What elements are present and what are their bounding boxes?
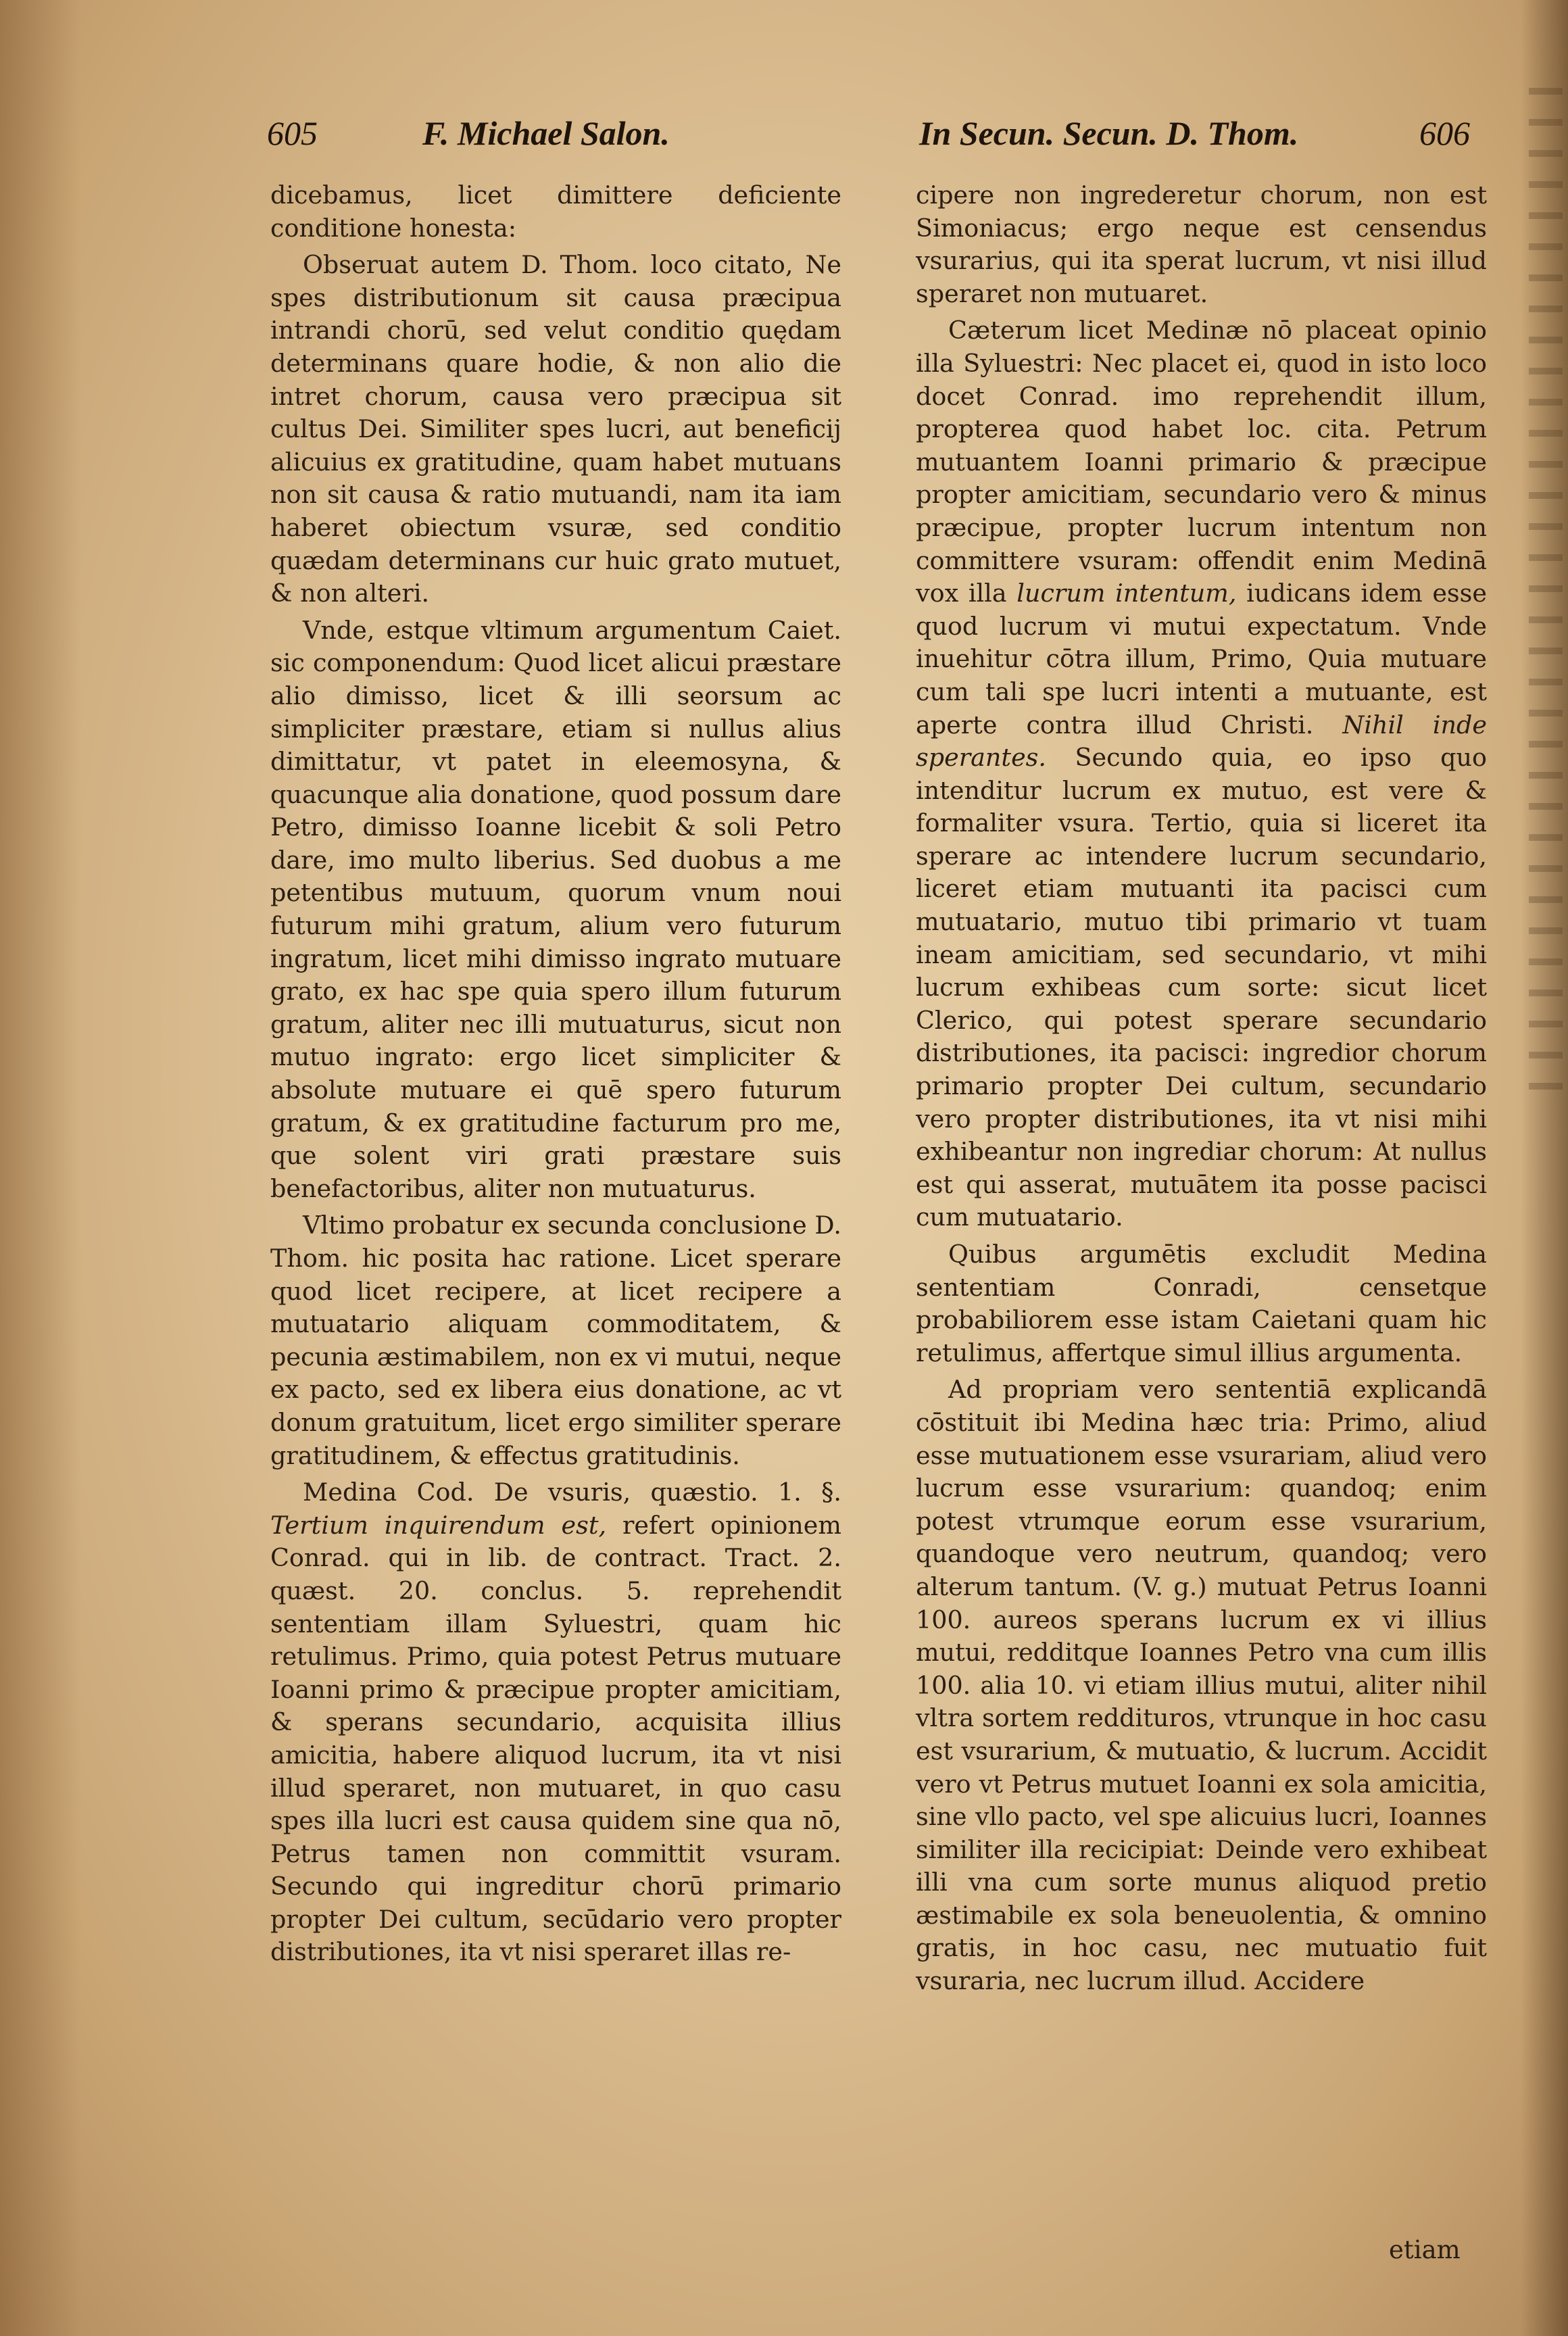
paragraph: Obseruat autem D. Thom. loco citato, Ne spes distributionum sit causa præcipua intrandi chorū, sed velut conditio quędam determinans quare hodie, & non alio die intret chorum, causa vero præcipua sit cultus Dei. Similiter spes lucri, aut beneficij alicuius ex gratitudine, quam habet mutuans non sit causa & ratio mutuandi, nam ita iam haberet obiectum vsuræ, sed conditio quædam determinans cur huic grato mutuet, & non alteri. (270, 250, 841, 608)
paragraph: Ad propriam vero sententiā explicandā cōstituit ibi Medina hæc tria: Primo, aliud esse mutuationem esse vsurariam, aliud vero lucrum esse vsurarium: quandoq; enim potest vtrumque eorum esse vsurarium, quandoque vero neutrum, quandoq; vero alterum tantum. (V. g.) mutuat Petrus Ioanni 100. aureos sperans lucrum ex vi illius mutui, redditque Ioannes Petro vna cum illis 100. alia 10. vi etiam illius mutui, aliter nihil vltra sortem reddituros, vtrunque in hoc casu est vsurarium, & mutuatio, & lucrum. Accidit vero vt Petrus mutuet Ioanni ex sola amicitia, sine vllo pacto, vel spe alicuius lucri, Ioannes similiter illa recicipiat: Deinde vero exhibeat illi vna cum sorte munus aliquod pretio æstimabile ex sola beneuolentia, & omnino gratis, in hoc casu, nec mutuatio fuit vsuraria, nec lucrum illud. Accidere (916, 1375, 1487, 1996)
catchword: etiam (1389, 2235, 1461, 2264)
paragraph: dicebamus, licet dimittere deficiente conditione honesta: (270, 180, 841, 243)
paragraph: Quibus argumētis excludit Medina sententiam Conradi, censetque probabiliorem esse istam Caietani quam hic retulimus, affertque simul illius argumenta. (916, 1240, 1487, 1367)
paragraph-text: Secundo quia, eo ipso quo intenditur lucrum ex mutuo, est vere & formaliter vsura. Tertio, quia si liceret ita sperare ac intendere lucrum secundario, liceret etiam mutuanti ita pacisci cum mutuatario, mutuo tibi primario vt tuam ineam amicitiam, sed secundario, vt mihi lucrum exhibeas cum sorte: sicut licet Clerico, qui potest sperare secundario distributiones, ita pacisci: ingredior chorum primario propter Dei cultum, secundario vero propter distributiones, ita vt nisi mihi exhibeantur non ingrediar chorum: At nullus est qui asserat, mutuātem ita posse pacisci cum mutuatario. (916, 743, 1487, 1232)
italic-quote: lucrum intentum, (1016, 579, 1237, 608)
paragraph-text: Cæterum licet Medinæ nō placeat opinio illa Syluestri: Nec placet ei, quod in isto loco docet Conrad. imo reprehendit illum, propterea quod habet loc. cita. Petrum mutuantem Ioanni primario & præcipue propter amicitiam, secundario vero & minus præcipue, propter lucrum intentum non committere vsuram: offendit enim Medinā vox illa (916, 316, 1487, 608)
paragraph (916, 314, 1487, 1234)
paragraph: cipere non ingrederetur chorum, non est Simoniacus; ergo neque est censendus vsurarius, qui ita sperat lucrum, vt nisi illud speraret non mutuaret. (916, 180, 1487, 308)
paragraph-text: refert opinionem Conrad. qui in lib. de contract. Tract. 2. quæst. 20. conclus. 5. reprehendit sententiam illam Syluestri, quam hic retulimus. Primo, quia potest Petrus mutuare Ioanni primo & præcipue propter amicitiam, & sperans secundario, acquisita illius amicitia, habere aliquod lucrum, ita vt nisi illud speraret, non mutuaret, in quo casu spes illa lucri est causa quidem sine qua nō, Petrus tamen non committit vsuram. Secundo qui ingreditur chorū primario propter Dei cultum, secūdario vero propter distributiones, ita vt nisi speraret illas re- (270, 1510, 842, 1967)
paragraph: Vnde, estque vltimum argumentum Caiet. sic componendum: Quod licet alicui præstare alio dimisso, licet & illi seorsum ac simpliciter præstare, etiam si nullus alius dimittatur, vt patet in eleemosyna, & quacunque alia donatione, quod possum dare Petro, dimisso Ioanne licebit & soli Petro dare, imo multo liberius. Sed duobus a me petentibus mutuum, quorum vnum noui futurum mihi gratum, alium vero futurum ingratum, licet mihi dimisso ingrato mutuare grato, ex hac spe quia spero illum futurum gratum, aliter nec illi mutuaturus, sicut non mutuo ingrato: ergo licet simpliciter & absolute mutuare ei quē spero futurum gratum, & ex gratitudine facturum pro me, que solent viri grati præstare suis benefactoribus, aliter non mutuaturus. (270, 615, 841, 1203)
paragraph-text: Medina Cod. De vsuris, quæstio. 1. §. (303, 1478, 841, 1507)
italic-quote: Tertium inquirendum est, (270, 1510, 607, 1540)
running-header (267, 114, 1470, 161)
right-running-head: In Secun. Secun. D. Thom. (919, 114, 1299, 152)
paragraph-text: iudicans idem esse quod lucrum vi mutui expectatum. Vnde inuehitur cōtra illum, Primo, Quia mutuare cum tali spe lucri intenti a mutuante, est aperte contra illud Christi. (916, 579, 1487, 739)
right-page-number: 606 (1419, 114, 1470, 152)
left-text-column (270, 179, 841, 1973)
italic-quote: Nihil inde sperantes. (916, 710, 1487, 773)
paragraph: Vltimo probatur ex secunda conclusione D. Thom. hic posita hac ratione. Licet sperare quod licet recipere, at licet recipere a mutuatario aliquam commoditatem, & pecunia æstimabilem, non ex vi mutui, neque ex pacto, sed ex libera eius donatione, ac vt donum gratuitum, licet ergo similiter sperare gratitudinem, & effectus gratitudinis. (270, 1211, 841, 1470)
paragraph (270, 1476, 841, 1969)
right-text-column (916, 179, 1487, 2002)
left-page-number: 605 (267, 114, 318, 152)
left-running-head: F. Michael Salon. (422, 114, 670, 152)
page-edge-bleed (1529, 88, 1563, 1102)
